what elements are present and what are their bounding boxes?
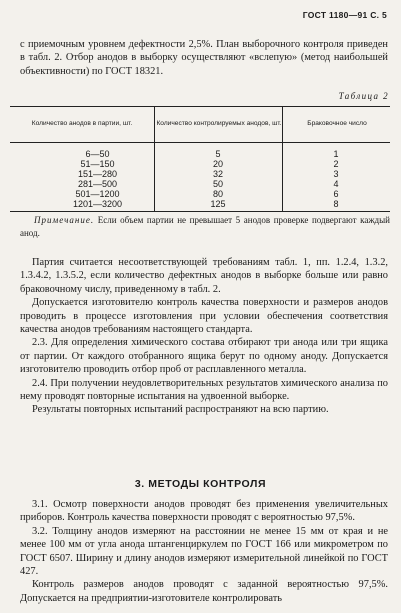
cell-sample-size: 32 [212, 169, 223, 179]
paragraph: Результаты повторных испытаний распространяют на всю партию. [32, 404, 329, 416]
intro-text: с приемочным уровнем дефектности 2,5%. План выборочного контроля приведен в табл. 2. Отбор анодов в выборку осуществляют «вслепую» (метод наибольшей объективности) по ГОСТ 18321. [20, 39, 388, 77]
cell-reject-number: 4 [333, 179, 339, 189]
paragraph: 3.1. Осмотр поверхности анодов проводят без применения увеличительных приборов. Контроль качества поверхности проводят с вероятностью 97,5%. [20, 499, 388, 524]
note-label: Примечание. [34, 215, 95, 225]
table-row [10, 159, 390, 169]
body-section-3 [20, 498, 388, 605]
sampling-table [10, 106, 390, 212]
table-note [20, 214, 390, 239]
cell-sample-size: 20 [212, 159, 223, 169]
cell-sample-size: 50 [212, 179, 223, 189]
paragraph: Допускается изготовителю контроль качества поверхности и размеров анодов проводить в процессе изготовления при условии обеспечения соответствия качества анодов требованиям настоящего стандарта. [20, 297, 388, 336]
cell-reject-number: 1 [333, 149, 339, 159]
paragraph: Партия считается несоответствующей требованиям табл. 1, пп. 1.2.4, 1.3.2, 1.3.4.2, 1.3.5.2, если количество дефектных анодов в выборке больше или равно браковочному числу, приведенному в табл. 2. [20, 257, 388, 295]
cell-reject-number: 6 [333, 189, 339, 199]
cell-reject-number: 3 [333, 169, 339, 179]
cell-sample-size: 5 [215, 149, 221, 159]
table-row [10, 179, 390, 189]
note-text: Если объем партии не превышает 5 анодов проверке подвергают каждый анод. [20, 215, 390, 238]
cell-reject-number: 8 [333, 199, 339, 209]
table-body [10, 143, 390, 211]
table-row [10, 199, 390, 209]
paragraph: Контроль размеров анодов проводят с заданной вероятностью 97,5%. Допускается на предприятии-изготовителе контролировать [20, 579, 388, 604]
body-section-2 [20, 256, 388, 417]
header-lot-size: Количество анодов в партии, шт. [31, 120, 133, 128]
cell-lot-size: 1201—3200 [72, 199, 123, 209]
header-reject-number: Браковочное число [282, 107, 391, 142]
header-sample-size: Количество контролируемых анодов, шт. [154, 107, 283, 142]
cell-lot-size: 151—280 [77, 169, 118, 179]
cell-lot-size: 501—1200 [75, 189, 120, 199]
cell-sample-size: 125 [210, 199, 226, 209]
cell-sample-size: 80 [212, 189, 223, 199]
cell-lot-size: 6—50 [85, 149, 110, 159]
cell-lot-size: 51—150 [80, 159, 115, 169]
table-row [10, 149, 390, 159]
cell-reject-number: 2 [333, 159, 339, 169]
section-heading: 3. МЕТОДЫ КОНТРОЛЯ [134, 478, 267, 490]
paragraph: 2.4. При получении неудовлетворительных результатов химического анализа по нему проводят повторные испытания на удвоенной выборке. [20, 377, 388, 403]
paragraph: 3.2. Толщину анодов измеряют на расстоянии не менее 15 мм от края и не менее 100 мм от угла анода штангенциркулем по ГОСТ 166 или микрометром по ГОСТ 6507. Ширину и длину анодов измеряют измерительной линейкой по ГОСТ 427. [20, 525, 388, 578]
page-header: ГОСТ 1180—91 С. 5 [302, 10, 387, 20]
intro-paragraph [20, 38, 388, 78]
table-header [10, 107, 390, 143]
table-row [10, 169, 390, 179]
table-row [10, 189, 390, 199]
paragraph: 2.3. Для определения химического состава отбирают три анода или три ящика от партии. От каждого отобранного ящика берут по одному аноду. Допускается изготовителю проводить отбор проб от расплавленного металла. [20, 337, 388, 376]
note-paragraph [20, 214, 390, 239]
cell-lot-size: 281—500 [77, 179, 118, 189]
table-caption: Таблица 2 [338, 91, 389, 101]
